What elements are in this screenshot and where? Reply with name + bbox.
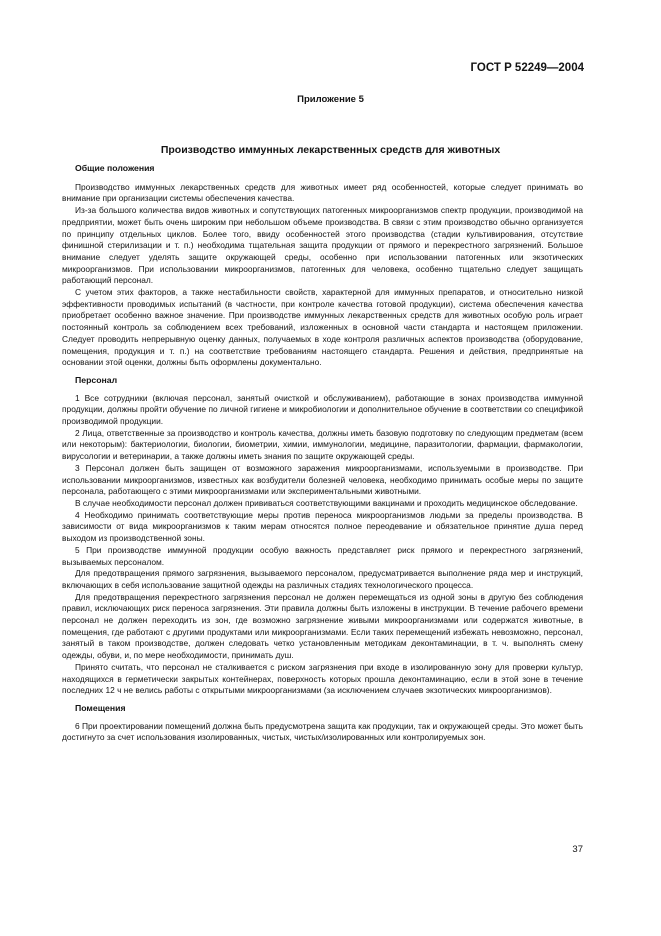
section-heading-premises: Помещения: [75, 702, 126, 713]
paragraph: 1 Все сотрудники (включая персонал, занятый очисткой и обслуживанием), работающие в зонах производства иммунной продукции, должны пройти обучение по личной гигиене и микробиологии и дополнительное обучение в соответствии со спецификой производимой продукции.: [62, 392, 583, 427]
paragraph: 4 Необходимо принимать соответствующие меры против переноса микроорганизмов людьми за пределы производства. В зависимости от вида микроорганизмов к таким мерам относятся полное переодевание и обязательное принятие душа перед выходом из производственной зоны.: [62, 509, 583, 544]
paragraph: Для предотвращения перекрестного загрязнения персонал не должен перемещаться из одной зоны в другую без соблюдения правил, исключающих риск переноса загрязнения. Эти правила должны быть изложены в инструкции. В течение рабочего времени персонал не должен переходить из зон, где возможно загрязнение живыми микроорганизмами или содержатся животные, в помещения, где работают с другими продуктами или микроорганизмами. Если таких перемещений избежать невозможно, персонал, занятый в таком производстве, должен следовать четко установленным методикам деконтаминации, в т. ч. выполнять смену одежды, обуви, и, по мере необходимости, принимать душ.: [62, 591, 583, 661]
paragraph: Для предотвращения прямого загрязнения, вызываемого персоналом, предусматривается выполнение ряда мер и инструкций, включающих в себя использование защитной одежды на различных стадиях технологического процесса.: [62, 568, 583, 590]
paragraph: Из-за большого количества видов животных и сопутствующих патогенных микроорганизмов спектр продукции, производимой на предприятии, может быть очень широким при небольшом объеме производства. В связи с этим производство обычно организуется по принципу отдельных циклов. Более того, ввиду особенностей этого производства (стадии культивирования, отсутствие финишной стерилизации и т. п.) необходима тщательная защита продукции от прямого и перекрестного загрязнений. Большое внимание следует уделять защите окружающей среды, особенно при использовании патогенных или экзотических микроорганизмов. При использовании микроорганизмов, патогенных для человека, особенно тщательно следует защищать работающий персонал.: [62, 205, 583, 286]
section-heading-general: Общие положения: [75, 163, 155, 173]
paragraph: 6 При проектировании помещений должна быть предусмотрена защита как продукции, так и окружающей среды. Это может быть достигнуто за счет использования изолированных, чистых, чистых/изолированных или контролируемых зон.: [62, 720, 583, 743]
section-heading-personnel: Персонал: [75, 374, 118, 385]
page-number: 37: [572, 844, 583, 855]
paragraph: Принято считать, что персонал не сталкивается с риском загрязнения при входе в изолированную зону для проверки культур, находящихся в герметически закрытых контейнерах, поверхность которых прошла деконтаминацию, если в этой зоне в течение последних 12 ч не велись работы с открытыми микроорганизмами (за исключением случаев экзотических микроорганизмов).: [62, 661, 583, 696]
standard-code: ГОСТ Р 52249—2004: [470, 62, 584, 74]
paragraph: С учетом этих факторов, а также нестабильности свойств, характерной для иммунных препаратов, и относительно низкой эффективности проводимых испытаний (в частности, при контроле качества готовой продукции), система обеспечения качества приобретает особенно важное значение. При производстве иммунных лекарственных средств для животных особую роль играет постоянный контроль за соблюдением всех требований, изложенных в основной части стандарта и настоящем приложении. Следует проводить непрерывную оценку данных, получаемых в ходе контроля различных аспектов производства (оборудование, помещения, продукция и т. п.) на соответствие требованиям настоящего стандарта. Решения и действия, предпринятые на основании этой оценки, должны быть оформлены документально.: [62, 287, 583, 368]
annex-label: Приложение 5: [297, 94, 364, 105]
paragraph: Производство иммунных лекарственных средств для животных имеет ряд особенностей, которые следует принимать во внимание при организации системы обеспечения качества.: [62, 181, 583, 204]
paragraph: 2 Лица, ответственные за производство и контроль качества, должны иметь базовую подготовку по следующим предметам (всем или некоторым): бактериологии, биологии, биометрии, химии, иммунологии, медицине, паразитологии, фармации, фармакологии, вирусологии и ветеринарии, а также должны иметь знания по защите окружающей среды.: [62, 427, 583, 462]
paragraph: 3 Персонал должен быть защищен от возможного заражения микроорганизмами, используемыми в производстве. При использовании микроорганизмов, известных как возбудители болезней человека, необходимо принимать особые меры по защите персонала, работающего с этими микроорганизмами или экспериментальными животными.: [62, 462, 583, 497]
body-text: [62, 163, 583, 744]
paragraph: 5 При производстве иммунной продукции особую важность представляет риск прямого и перекрестного загрязнений, вызываемых персоналом.: [62, 544, 583, 567]
paragraph: В случае необходимости персонал должен прививаться соответствующими вакцинами и проходить медицинское обследование.: [75, 497, 578, 508]
document-title: Производство иммунных лекарственных средств для животных: [160, 144, 501, 156]
